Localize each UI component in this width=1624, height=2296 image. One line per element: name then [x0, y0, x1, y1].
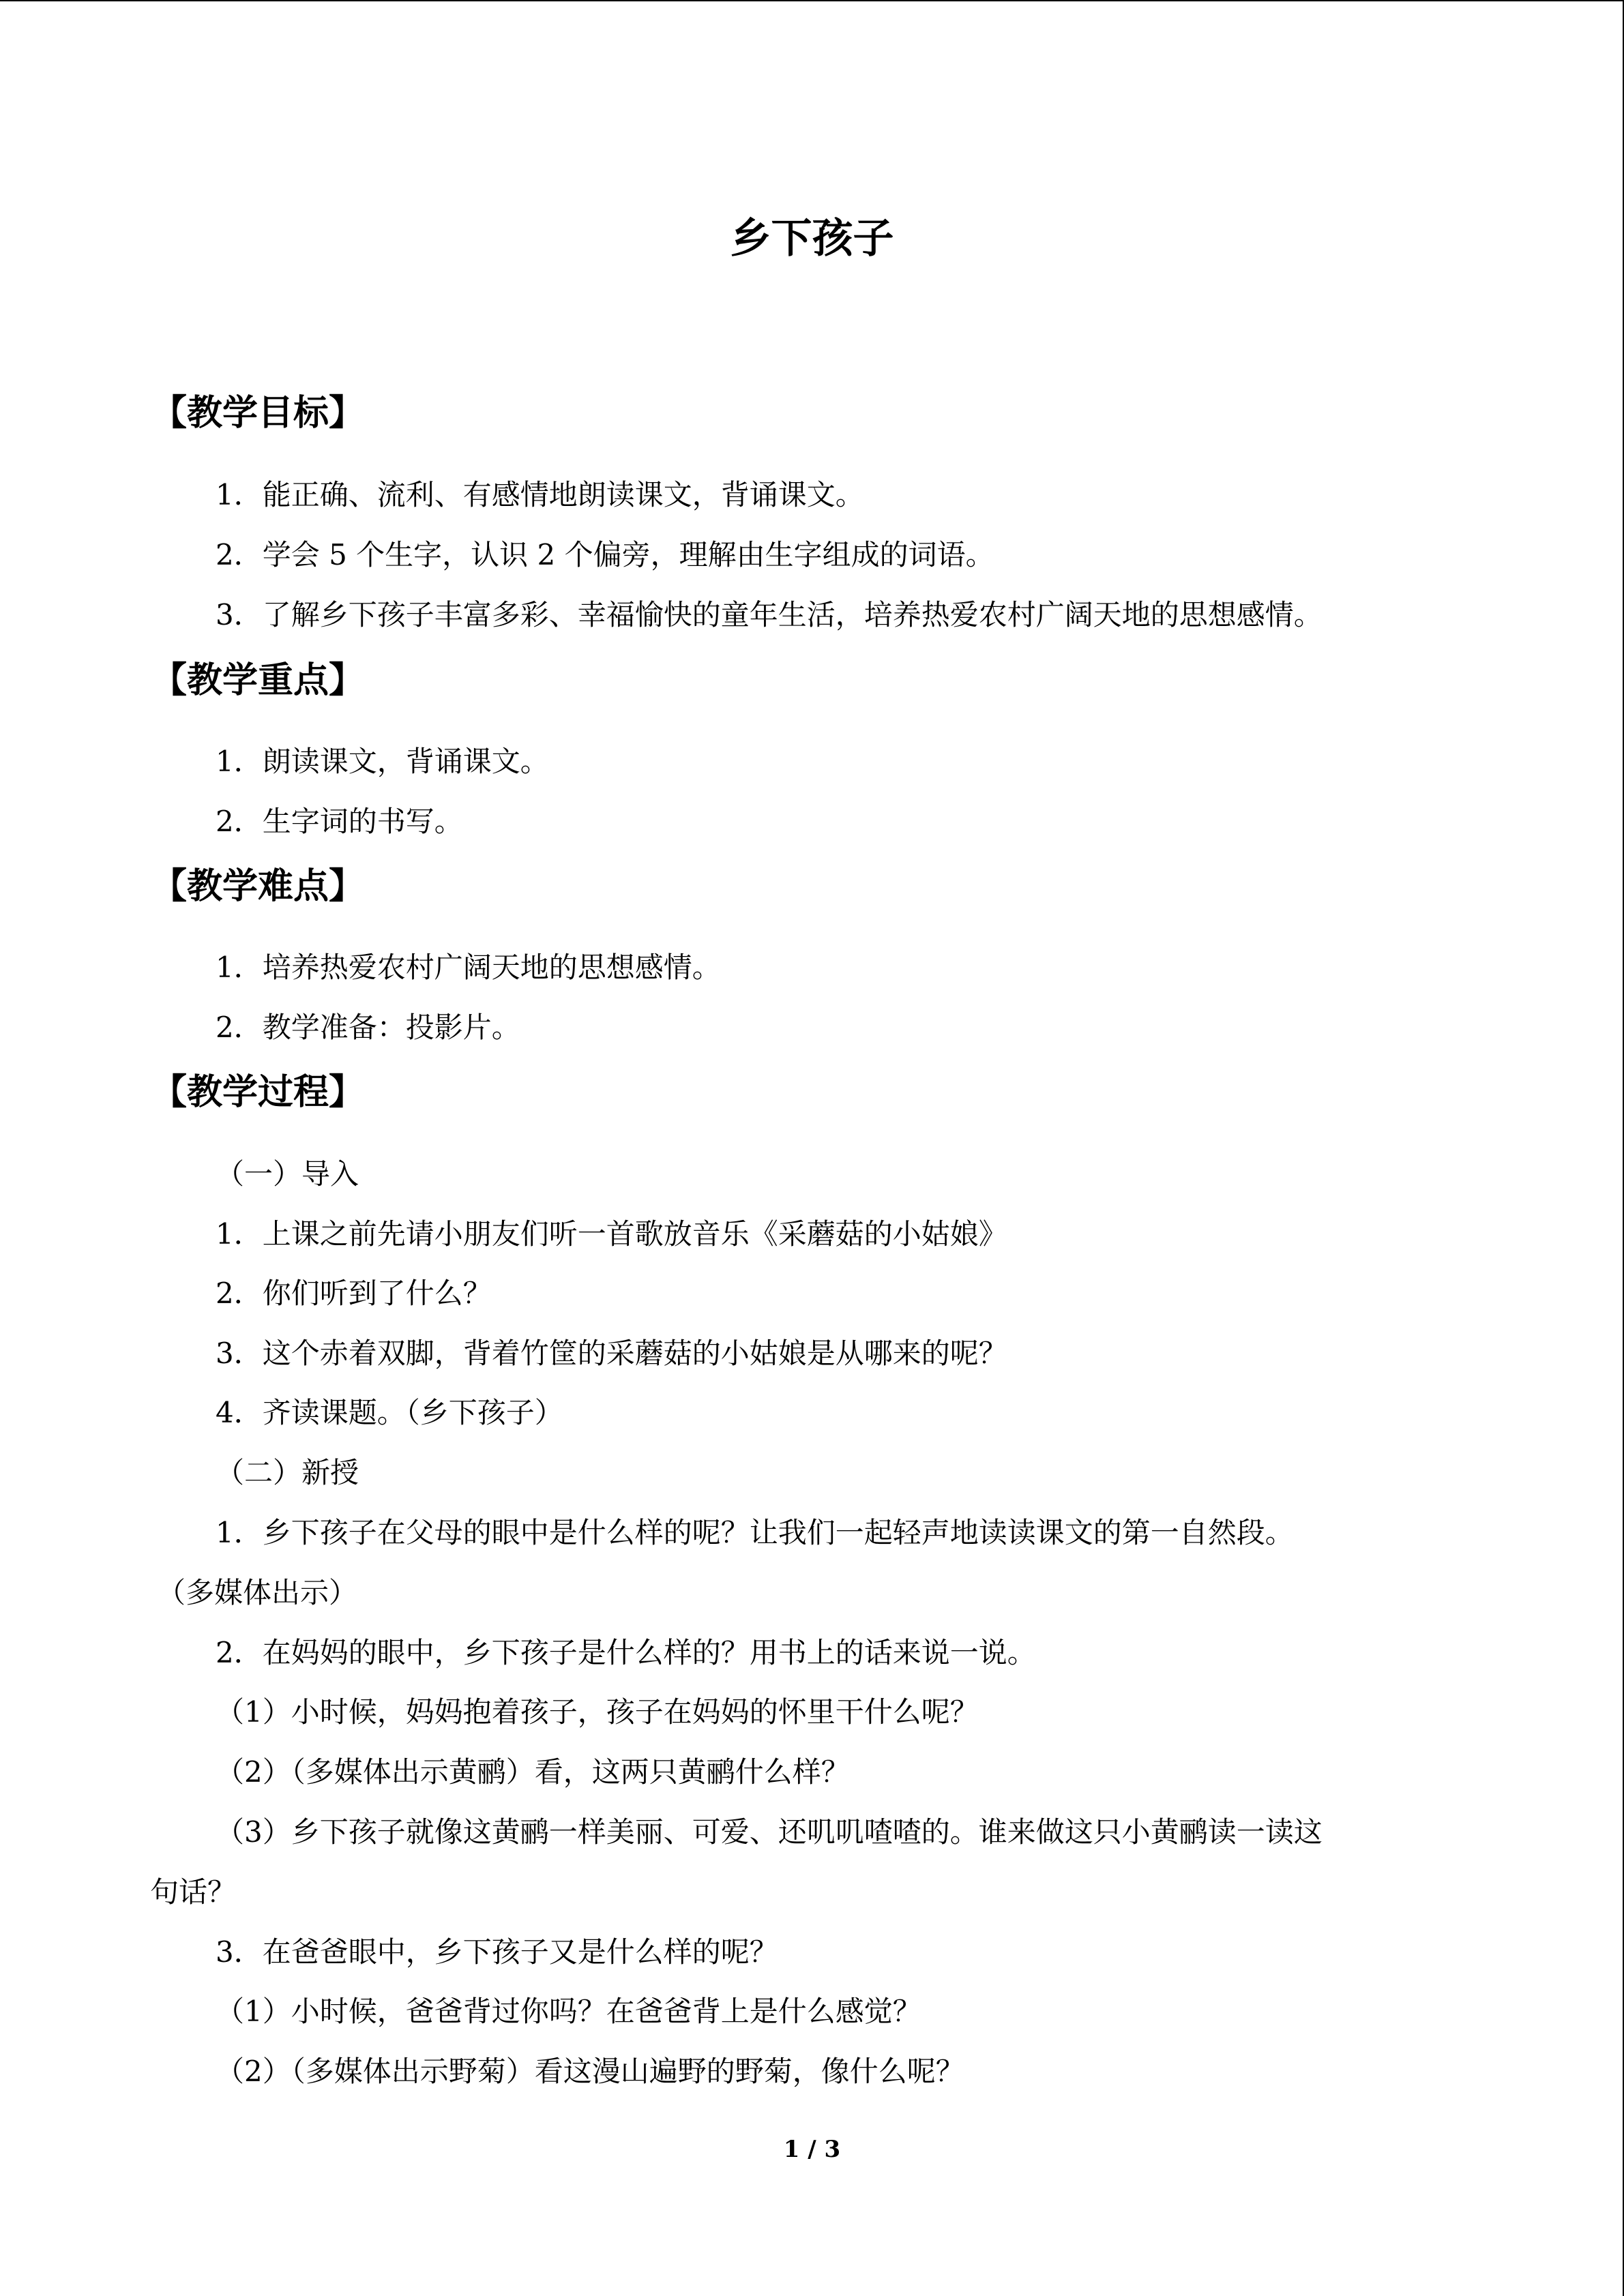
process-line: 3．这个赤着双脚，背着竹筐的采蘑菇的小姑娘是从哪来的呢？ [216, 1337, 1007, 1370]
process-line: 1．上课之前先请小朋友们听一首歌放音乐《采蘑菇的小姑娘》 [216, 1217, 1007, 1251]
process-line: （1）小时候，爸爸背过你吗？在爸爸背上是什么感觉？ [216, 1995, 921, 2028]
process-subheading: （二）新授 [216, 1456, 359, 1489]
key-point-item: 1．朗读课文，背诵课文。 [216, 745, 549, 778]
objective-item: 2．学会 5 个生字，认识 2 个偏旁，理解由生字组成的词语。 [216, 538, 994, 571]
process-line: （1）小时候，妈妈抱着孩子，孩子在妈妈的怀里干什么呢？ [216, 1695, 979, 1729]
process-line: （多媒体出示） [157, 1576, 358, 1609]
process-line: 2．你们听到了什么？ [216, 1277, 492, 1310]
objective-item: 1．能正确、流利、有感情地朗读课文，背诵课文。 [216, 478, 864, 511]
process-line: （2）（多媒体出示黄鹂）看，这两只黄鹂什么样？ [216, 1755, 850, 1789]
process-line: （2）（多媒体出示野菊）看这漫山遍野的野菊，像什么呢？ [216, 2055, 964, 2088]
section-heading-difficulties: 【教学难点】 [151, 866, 365, 907]
section-heading-key-points: 【教学重点】 [151, 660, 365, 701]
objective-item: 3．了解乡下孩子丰富多彩、幸福愉快的童年生活，培养热爱农村广阔天地的思想感情。 [216, 598, 1323, 631]
key-point-item: 2．生字词的书写。 [216, 805, 463, 838]
process-line: （3）乡下孩子就像这黄鹂一样美丽、可爱、还叽叽喳喳的。谁来做这只小黄鹂读一读这 [216, 1815, 1323, 1849]
process-line: 4．齐读课题。（乡下孩子） [216, 1396, 563, 1429]
difficulty-item: 1．培养热爱农村广阔天地的思想感情。 [216, 951, 721, 984]
process-line: 3．在爸爸眼中，乡下孩子又是什么样的呢？ [216, 1935, 778, 1969]
process-line: 句话？ [150, 1875, 237, 1909]
document-title: 乡下孩子 [730, 215, 894, 263]
process-line: 1．乡下孩子在父母的眼中是什么样的呢？让我们一起轻声地读读课文的第一自然段。 [216, 1516, 1294, 1549]
process-line: 2．在妈妈的眼中，乡下孩子是什么样的？用书上的话来说一说。 [216, 1636, 1036, 1669]
process-subheading: （一）导入 [216, 1157, 359, 1191]
section-heading-objectives: 【教学目标】 [151, 393, 365, 434]
difficulty-item: 2．教学准备：投影片。 [216, 1011, 520, 1044]
section-heading-process: 【教学过程】 [151, 1072, 365, 1113]
page-number: 1 / 3 [783, 2136, 841, 2163]
